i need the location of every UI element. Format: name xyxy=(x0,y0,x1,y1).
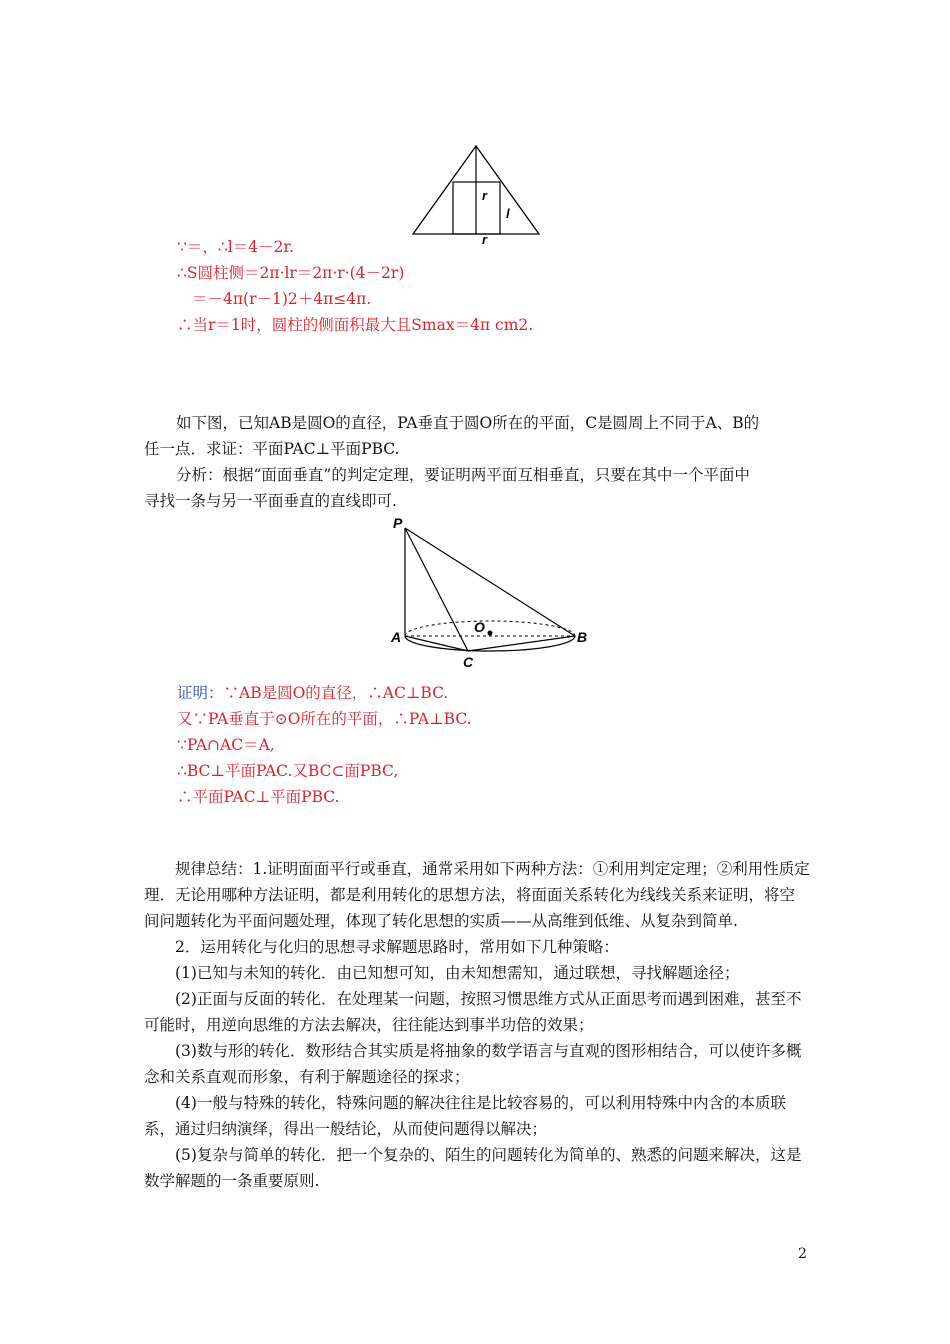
label-B: B xyxy=(577,629,588,645)
proof-line4: ∴BC⊥平面PAC.又BC⊂面PBC, xyxy=(177,762,399,780)
proof-line2: 又∵PA垂直于⊙O所在的平面，∴PA⊥BC. xyxy=(177,710,472,728)
summary-p4: (2)正面与反面的转化．在处理某一问题，按照习惯思维方式从正面思考而遇到困难，甚至不可能时，用逆向思维的方法去解决，往往能达到事半功倍的效果； xyxy=(144,990,802,1034)
problem2-line1: 如下图，已知AB是圆O的直径，PA垂直于圆O所在的平面，C是圆周上不同于A、B的 xyxy=(176,414,760,432)
proof-text1: ∵AB是圆O的直径，∴AC⊥BC. xyxy=(223,684,449,702)
proof-line3: ∵PA∩AC＝A, xyxy=(177,736,275,754)
summary-p5: (3)数与形的转化．数形结合其实质是将抽象的数学语言与直观的图形相结合，可以使许多概念和关系直观而形象，有利于解题途径的探求； xyxy=(144,1042,802,1086)
solution1-line3: ＝－4π(r－1)2＋4π≤4π. xyxy=(192,290,372,308)
summary-p6: (4)一般与特殊的转化，特殊问题的解决往往是比较容易的，可以利用特殊中内含的本质联系，通过归纳演绎，得出一般结论，从而使问题得以解决； xyxy=(144,1094,786,1138)
proof-line1 xyxy=(177,682,448,704)
summary-block xyxy=(144,856,810,1194)
label-r-base: r xyxy=(482,232,488,246)
solution1-line4: ∴当r＝1时，圆柱的侧面积最大且Smax＝4π cm2. xyxy=(177,316,534,334)
cone-cylinder-figure xyxy=(410,142,542,246)
label-O: O xyxy=(474,619,485,635)
summary-p2: 2．运用转化与化归的思想寻求解题思路时，常用如下几种策略： xyxy=(175,938,619,956)
proof-line5: ∴平面PAC⊥平面PBC. xyxy=(177,788,340,806)
label-l: l xyxy=(506,206,510,221)
label-C: C xyxy=(463,654,474,670)
summary-p3: (1)已知与未知的转化．由已知想可知，由未知想需知，通过联想，寻找解题途径； xyxy=(175,964,740,982)
label-P: P xyxy=(393,515,403,531)
summary-p7: (5)复杂与简单的转化．把一个复杂的、陌生的问题转化为简单的、熟悉的问题来解决，这是数学解题的一条重要原则. xyxy=(144,1146,802,1190)
proof-label: 证明： xyxy=(177,684,224,702)
pyramid-circle-figure xyxy=(390,512,590,672)
page-number: 2 xyxy=(798,1246,807,1262)
problem2-line2: 任一点．求证：平面PAC⊥平面PBC. xyxy=(144,440,400,458)
problem2-analysis2: 寻找一条与另一平面垂直的直线即可. xyxy=(144,492,397,510)
summary-p1: 规律总结：1.证明面面平行或垂直，通常采用如下两种方法：①利用判定定理；②利用性质定理．无论用哪种方法证明，都是利用转化的思想方法，将面面关系转化为线线关系来证明，将空间问题转化为平面问题处理，体现了转化思想的实质——从高维到低维、从复杂到简单. xyxy=(144,860,810,930)
problem2-analysis1: 分析：根据“面面垂直”的判定定理，要证明两平面互相垂直，只要在其中一个平面中 xyxy=(176,466,750,484)
label-r-inner: r xyxy=(482,188,488,203)
solution1-line2: ∴S圆柱侧＝2π·lr＝2π·r·(4－2r) xyxy=(177,264,405,282)
solution1-line1: ∵＝，∴l＝4－2r. xyxy=(177,238,295,256)
label-A: A xyxy=(391,629,402,645)
